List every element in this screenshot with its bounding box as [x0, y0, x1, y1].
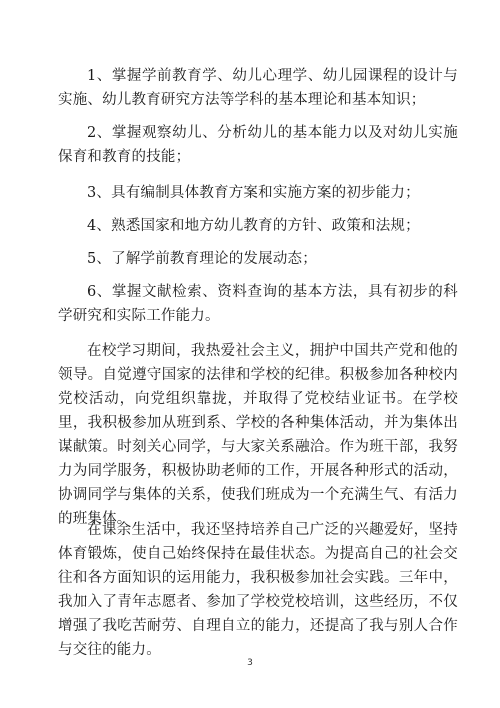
paragraph-8: 在课余生活中，我还坚持培养自己广泛的兴趣爱好，坚持体育锻炼，使自己始终保持在最佳状态。为提高自己的社会交往和各方面知识的运用能力，我积极参加社会实践。三年中，我加入了青年志愿者、参加了学校党校培训，这些经历，不仅增强了我吃苦耐劳、自理自立的能力，还提高了我与别人合作与交往的能力。 [58, 522, 458, 658]
paragraph-3: 3、具有编制具体教育方案和实施方案的初步能力； [87, 185, 420, 201]
paragraph-4: 4、熟悉国家和地方幼儿教育的方针、政策和法规； [87, 218, 420, 234]
paragraph-7: 在校学习期间，我热爱社会主义，拥护中国共产党和他的领导。自觉遵守国家的法律和学校的纪律。积极参加各种校内党校活动，向党组织靠拢，并取得了党校结业证书。在学校里，我积极参加从班到系、学校的各种集体活动，并为集体出谋献策。时刻关心同学，与大家关系融洽。作为班干部，我努力为同学服务，积极协助老师的工作，开展各种形式的活动，协调同学与集体的关系，使我们班成为一个充满生气、有活力的班集体。 [58, 343, 458, 527]
paragraph-5: 5、了解学前教育理论的发展动态； [87, 251, 317, 267]
paragraph-2: 2、掌握观察幼儿、分析幼儿的基本能力以及对幼儿实施保育和教育的技能； [58, 125, 458, 165]
paragraph-6: 6、掌握文献检索、资料查询的基本方法，具有初步的科学研究和实际工作能力。 [58, 284, 458, 324]
page-number: 3 [247, 658, 253, 668]
paragraph-1: 1、掌握学前教育学、幼儿心理学、幼儿园课程的设计与实施、幼儿教育研究方法等学科的基本理论和基本知识； [58, 68, 458, 108]
